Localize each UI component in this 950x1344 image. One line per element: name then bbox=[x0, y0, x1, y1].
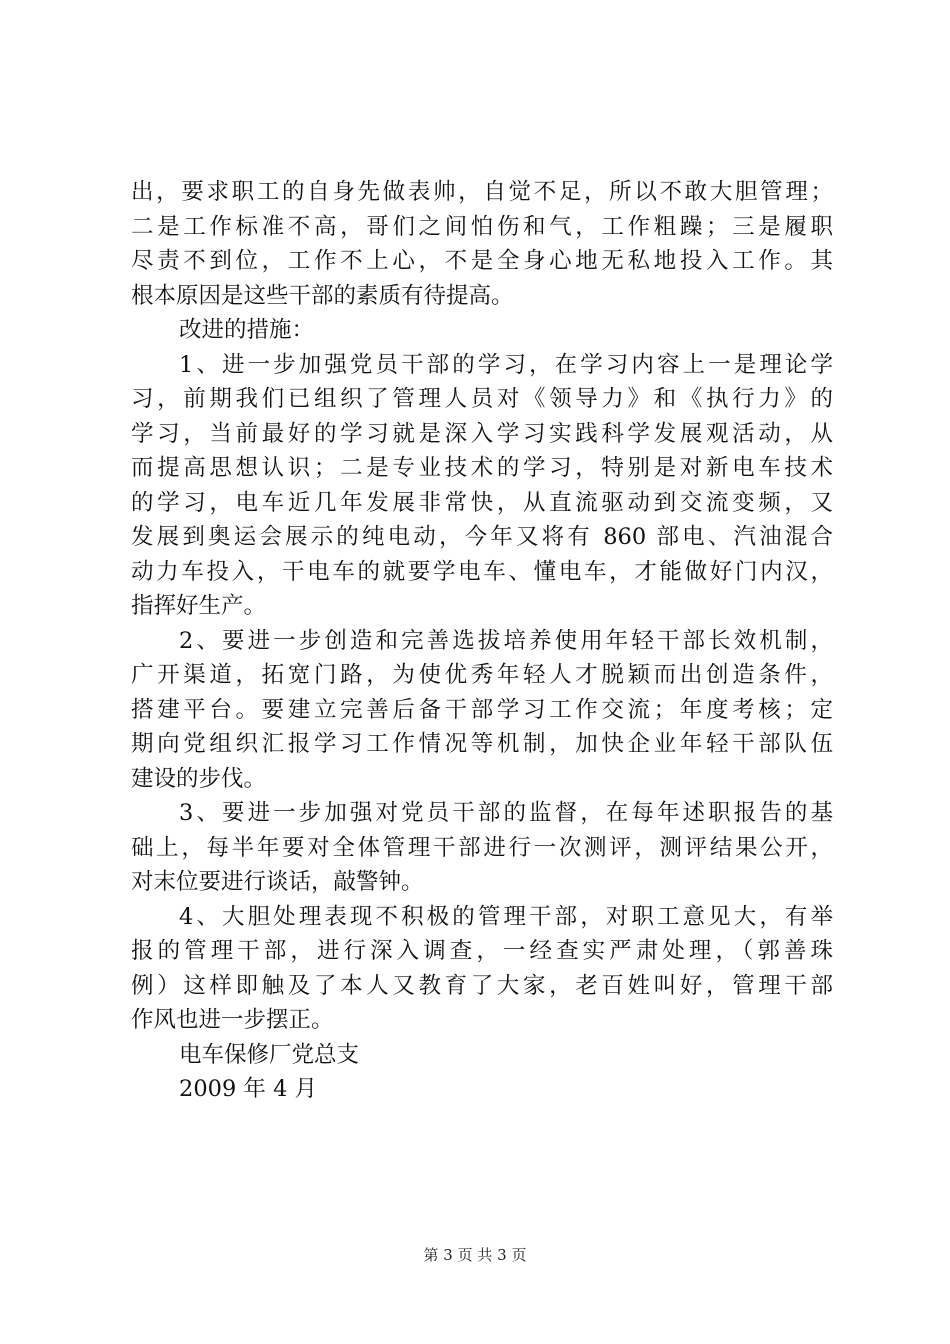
signature-organization: 电车保修厂党总支 bbox=[179, 1041, 360, 1068]
text-line: 3、要进一步加强对党员干部的监督，在每年述职报告的基 bbox=[179, 800, 833, 826]
document-body bbox=[131, 175, 833, 1107]
text-line: 指挥好生产。 bbox=[131, 593, 267, 619]
text-line: 出，要求职工的自身先做表帅，自觉不足，所以不敢大胆管理； bbox=[131, 179, 833, 205]
text-line: 建设的步伐。 bbox=[131, 765, 267, 792]
text-line: 作风也进一步摆正。 bbox=[131, 1007, 334, 1033]
text-line: 动力车投入，干电车的就要学电车、懂电车，才能做好门内汉， bbox=[131, 558, 833, 585]
text-line: 搭建平台。要建立完善后备干部学习工作交流；年度考核；定 bbox=[131, 696, 833, 723]
text-line: 而提高思想认识；二是专业技术的学习，特别是对新电车技术 bbox=[131, 455, 833, 481]
text-line: 发展到奥运会展示的纯电动，今年又将有 860 部电、汽油混合 bbox=[131, 524, 833, 550]
text-line: 期向党组织汇报学习工作情况等机制，加快企业年轻干部队伍 bbox=[131, 731, 833, 757]
text-line: 2、要进一步创造和完善选拔培养使用年轻干部长效机制， bbox=[179, 627, 833, 654]
text-line: 广开渠道，拓宽门路，为使优秀年轻人才脱颖而出创造条件， bbox=[131, 662, 833, 688]
text-line: 尽责不到位，工作不上心，不是全身心地无私地投入工作。其 bbox=[131, 248, 833, 274]
text-line: 根本原因是这些干部的素质有待提高。 bbox=[131, 282, 514, 309]
text-line: 二是工作标准不高，哥们之间怕伤和气，工作粗躁；三是履职 bbox=[131, 213, 833, 240]
text-line: 习，前期我们已组织了管理人员对《领导力》和《执行力》的 bbox=[131, 386, 833, 412]
text-line: 的学习，电车近几年发展非常快，从直流驱动到交流变频，又 bbox=[131, 489, 833, 516]
text-line: 报的管理干部，进行深入调查，一经查实严肃处理，（郭善珠 bbox=[131, 938, 833, 964]
text-line: 1、进一步加强党员干部的学习，在学习内容上一是理论学 bbox=[179, 351, 833, 378]
text-line: 4、大胆处理表现不积极的管理干部，对职工意见大，有举 bbox=[179, 903, 833, 930]
text-line: 学习，当前最好的学习就是深入学习实践科学发展观活动，从 bbox=[131, 420, 833, 447]
section-heading: 改进的措施： bbox=[179, 317, 315, 343]
page-number-footer: 第 3 页 共 3 页 bbox=[423, 1246, 527, 1264]
text-line: 例）这样即触及了本人又教育了大家，老百姓叫好，管理干部 bbox=[131, 972, 833, 999]
text-line: 对末位要进行谈话，敲警钟。 bbox=[131, 869, 424, 895]
text-line: 础上，每半年要对全体管理干部进行一次测评，测评结果公开， bbox=[131, 834, 833, 861]
signature-date: 2009 年 4 月 bbox=[179, 1076, 318, 1102]
